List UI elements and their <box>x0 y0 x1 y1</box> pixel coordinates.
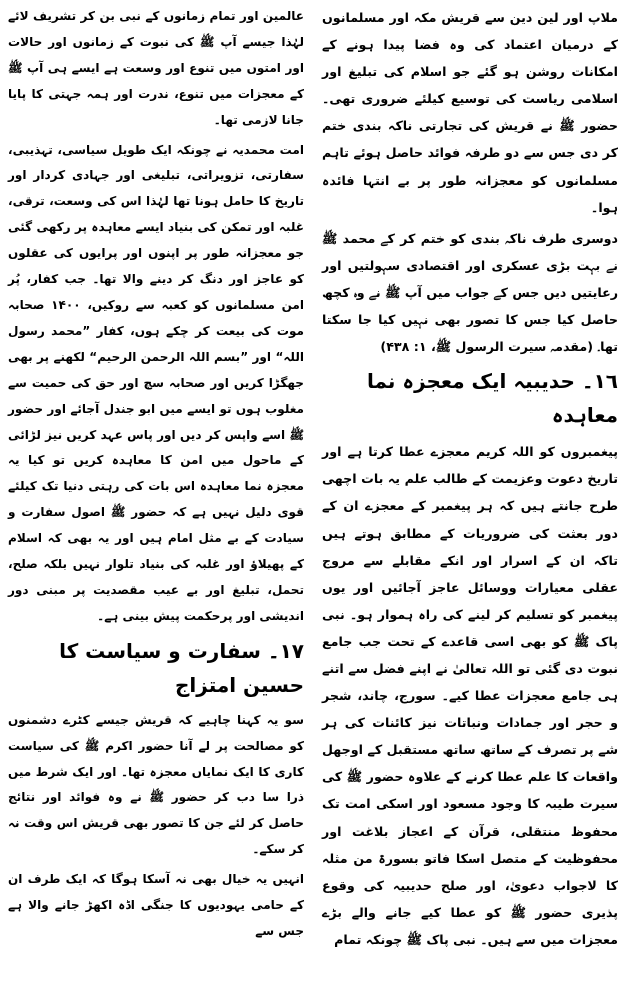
paragraph: انہیں یہ خیال بھی نہ آسکا ہوگا کہ ایک طرف ان کے حامی یہودیوں کا جنگی اڈہ اکھڑ جانے والا ہے جس سے <box>8 872 304 938</box>
left-column <box>8 4 304 949</box>
right-column <box>322 4 618 957</box>
section-heading-17: ١٧۔ سفارت و سیاست کا حسین امتزاج <box>59 638 304 697</box>
paragraph: امت محمدیہ نے چونکہ ایک طویل سیاسی، تہذیبی، سفارتی، تزویراتی، تبلیغی اور جہادی کردار اور تاریخ کا حامل ہونا تھا لہٰذا اس کی وسعت، ترقی، غلبہ اور تمکن کی بنیاد ایسے معاہدہ پر رکھی گئی جو معجزانہ طور پر اپنوں اور پرایوں کی عقلوں کو عاجز اور دنگ کر دینے والا تھا۔ جب کفار، پُر امن مسلمانوں کو کعبہ سے روکیں، ۱۴۰۰ صحابہ موت کی بیعت کر چکے ہوں، کفار ”محمد رسول اللہ“ اور ”بسم اللہ الرحمن الرحیم“ لکھنے پر بھی جھگڑا کریں اور صحابہ سچ اور حق کی حمیت سے مغلوب ہوں تو ایسے میں ابو جندل آجائے اور حضور ﷺ اسے واپس کر دیں اور پاس عہد کریں نیز لڑائی کے ماحول میں امن کا معاہدہ کریں تو کیا یہ معجزہ نما معاہدہ اس بات کی رہتی دنیا تک کیلئے قوی دلیل نہیں ہے کہ حضور ﷺ اصول سفارت و سیادت کے بے مثل امام ہیں اور یہ بھی کہ اسلام کے پھیلاؤ اور غلبہ کی بنیاد تلوار نہیں بلکہ صلح، تحمل، تبلیغ اور بے عیب مقصدیت پر مبنی دور اندیشی اور پرحکمت پیش بینی ہے۔ <box>8 142 305 623</box>
section-heading-16: ١٦۔ حدیبیہ ایک معجزہ نما معاہدہ <box>366 369 618 428</box>
paragraph: پیغمبروں کو اللہ کریم معجزے عطا کرتا ہے اور تاریخ دعوت وعزیمت کے طالب علم یہ بات اچھی طرح جانتے ہیں کہ ہر پیغمبر کے معجزے ان کے دور بعثت کی ضروریات کے مطابق ہوتے ہیں تاکہ ان کے اسرار اور انکے مقابلے سے مروج عقلی معیارات ووسائل عاجز آجائیں اور یوں پیغمبر کو تسلیم کر لینے کی راہ ہموار ہو۔ نبی پاک ﷺ کو بھی اسی قاعدے کے تحت جب جامع نبوت دی گئی تو اللہ تعالیٰ نے اپنے فضل سے اتنے ہی جامع معجزات عطا کیے۔ سورج، چاند، شجر و حجر اور جمادات ونباتات نیز کائنات کی ہر شے پر تصرف کے ساتھ ساتھ مستقبل کے اوجھل واقعات کا علم عطا کرنے کے علاوہ حضور ﷺ کی سیرت طیبہ کا وجود مسعود اور اسکی امت تک محفوظ منتقلی، قرآن کے اعجاز بلاغت اور محفوظیت کے متصل اسکا فاتو بسورۃ من مثلہ کا لاجواب دعویٰ، اور صلح حدیبیہ کی وقوع پذیری حضور ﷺ کو عطا کیے جانے والے بڑے معجزات میں سے ہیں۔ نبی پاک ﷺ چونکہ تمام <box>322 444 618 947</box>
paragraph: سو یہ کہنا چاہیے کہ قریش جیسے کٹرے دشمنوں کو مصالحت پر لے آنا حضور اکرم ﷺ کی سیاست کاری کا ایک نمایاں معجزہ تھا۔ اور ایک شرط میں ذرا سا دب کر حضور ﷺ نے وہ فوائد اور نتائج حاصل کر لئے جن کا تصور بھی قریش اس وقت نہ کر سکے۔ <box>8 712 304 857</box>
paragraph: ملاپ اور لین دین سے قریش مکہ اور مسلمانوں کے درمیان اعتماد کی وہ فضا پیدا ہونے کے امکانات روشن ہو گئے جو اسلام کی تبلیغ اور اسلامی ریاست کی توسیع کیلئے ضروری تھی۔ حضور ﷺ نے قریش کی تجارتی ناکہ بندی ختم کر دی جس سے دو طرفہ فوائد حاصل ہوئے تاہم مسلمانوں کو معجزانہ طور پر بے انتہا فائدہ ہوا۔ <box>322 10 618 215</box>
paragraph: دوسری طرف ناکہ بندی کو ختم کر کے محمد ﷺ نے بہت بڑی عسکری اور اقتصادی سہولتیں اور رعایتیں دیں جس کے جواب میں آپ ﷺ نے وہ کچھ حاصل کیا جس کا تصور بھی نہیں کیا جا سکتا تھا۔ (مقدمہ سیرت الرسول ﷺ، ۱: ۴۳۸) <box>322 230 618 355</box>
paragraph: عالمین اور تمام زمانوں کے نبی بن کر تشریف لائے لہٰذا جیسے آپ ﷺ کی نبوت کے زمانوں اور حالات اور امتوں میں تنوع اور وسعت ہے ایسے ہی آپ ﷺ کے معجزات میں تنوع، ندرت اور ہمہ جہتی کا پایا جانا لازمی تھا۔ <box>8 9 304 127</box>
